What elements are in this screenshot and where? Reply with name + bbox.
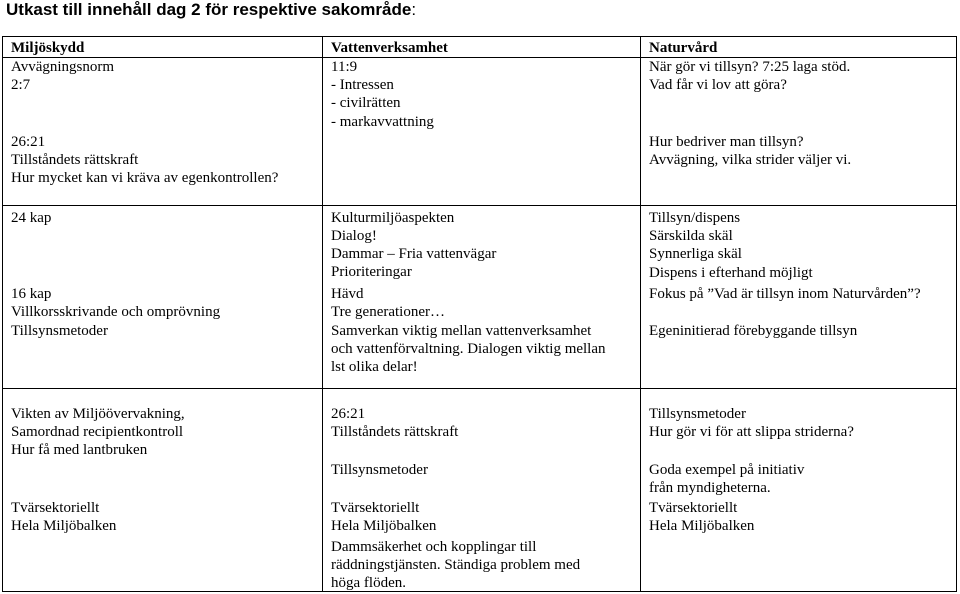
- text-line: Hur gör vi för att slippa striderna?: [649, 424, 854, 441]
- text-line: 24 kap: [11, 210, 52, 226]
- text-line: räddningstjänsten. Ständiga problem med: [331, 557, 581, 574]
- cell-r3-miljoskydd-a: [11, 405, 185, 460]
- text-line: Tillståndets rättskraft: [331, 424, 459, 441]
- cell-r3-vattenverksamhet-a: [331, 405, 458, 441]
- row-divider: [3, 205, 956, 206]
- text-line: Hävd: [331, 286, 364, 302]
- text-line: Tillsyn/dispens: [649, 210, 741, 226]
- text-line: Hur bedriver man tillsyn?: [649, 134, 804, 150]
- text-line: Samordnad recipientkontroll: [11, 424, 184, 441]
- cell-r2-naturvard-b: [649, 285, 921, 303]
- text-line: Goda exempel på initiativ: [649, 462, 805, 478]
- text-line: - civilrätten: [331, 95, 401, 112]
- text-line: 16 kap: [11, 286, 52, 302]
- cell-r2-naturvard-a: [649, 209, 813, 282]
- text-line: Tillsynsmetoder: [11, 323, 108, 339]
- text-line: Hur mycket kan vi kräva av egenkontrollen?: [11, 170, 279, 187]
- column-divider: [640, 37, 641, 591]
- text-line: Hela Miljöbalken: [11, 518, 117, 535]
- cell-r2-vattenverksamhet-a: [331, 209, 454, 227]
- text-line: Hela Miljöbalken: [331, 518, 437, 535]
- cell-r2-vattenverksamhet-b: [331, 227, 496, 282]
- content-table: [2, 36, 957, 592]
- text-line: Tvärsektoriellt: [11, 500, 100, 516]
- text-line: Vad får vi lov att göra?: [649, 77, 787, 94]
- text-line: Hela Miljöbalken: [649, 518, 755, 535]
- column-divider: [322, 37, 323, 591]
- text-line: Samverkan viktig mellan vattenverksamhet: [331, 323, 592, 339]
- row-divider: [3, 388, 956, 389]
- text-line: Dammsäkerhet och kopplingar till: [331, 539, 537, 555]
- text-line: Kulturmiljöaspekten: [331, 210, 455, 226]
- header-vattenverksamhet: Vattenverksamhet: [331, 40, 448, 56]
- page-title: [6, 0, 416, 20]
- text-line: 26:21: [11, 134, 46, 150]
- cell-r3-miljoskydd-b: [11, 499, 116, 535]
- text-line: - markavvattning: [331, 113, 434, 130]
- text-line: Tillståndets rättskraft: [11, 152, 139, 169]
- cell-r1-miljoskydd-b: [11, 133, 278, 188]
- text-line: Dammar – Fria vattenvägar: [331, 246, 497, 263]
- text-line: Tillsynsmetoder: [649, 406, 746, 422]
- cell-r1-naturvard-b: [649, 133, 851, 169]
- cell-r1-naturvard-a: [649, 58, 850, 94]
- text-line: Tvärsektoriellt: [649, 500, 738, 516]
- text-line: från myndigheterna.: [649, 480, 771, 497]
- page-title-text: Utkast till innehåll dag 2 för respektive sakområde: [6, 0, 412, 19]
- text-line: 26:21: [331, 406, 366, 422]
- text-line: Dispens i efterhand möjligt: [649, 264, 813, 281]
- text-line: Särskilda skäl: [649, 228, 733, 245]
- text-line: Villkorsskrivande och omprövning: [11, 304, 221, 321]
- text-line: När gör vi tillsyn? 7:25 laga stöd.: [649, 59, 851, 75]
- text-line: Fokus på ”Vad är tillsyn inom Naturvården”?: [649, 286, 921, 302]
- text-line: Vikten av Miljöövervakning,: [11, 406, 185, 422]
- cell-r1-vattenverksamhet: [331, 58, 434, 131]
- cell-r3-vattenverksamhet-c: [331, 499, 436, 535]
- text-line: Tvärsektoriellt: [331, 500, 420, 516]
- header-naturvard: Naturvård: [649, 40, 718, 56]
- page-title-colon: :: [411, 0, 417, 19]
- text-line: Egeninitierad förebyggande tillsyn: [649, 323, 858, 339]
- text-line: Tillsynsmetoder: [331, 462, 428, 478]
- cell-r2-vattenverksamhet-c: [331, 285, 445, 321]
- text-line: och vattenförvaltning. Dialogen viktig mellan: [331, 341, 606, 358]
- text-line: Tre generationer…: [331, 304, 445, 321]
- cell-r2-naturvard-c: [649, 322, 857, 340]
- cell-r2-miljoskydd-b: [11, 285, 220, 321]
- cell-r3-vattenverksamhet-d: [331, 538, 580, 593]
- text-line: Avvägning, vilka strider väljer vi.: [649, 152, 852, 169]
- text-line: höga flöden.: [331, 575, 406, 592]
- cell-r3-naturvard-a: [649, 405, 854, 441]
- text-line: Synnerliga skäl: [649, 246, 742, 263]
- cell-r3-vattenverksamhet-b: [331, 461, 428, 479]
- cell-r1-miljoskydd-a: [11, 58, 114, 94]
- cell-r3-naturvard-c: [649, 499, 754, 535]
- table-header-row: [3, 37, 956, 58]
- cell-r2-miljoskydd-c: [11, 322, 108, 340]
- text-line: Avvägningsnorm: [11, 59, 115, 75]
- text-line: 11:9: [331, 59, 358, 75]
- text-line: - Intressen: [331, 77, 394, 94]
- cell-r2-miljoskydd-a: [11, 209, 51, 227]
- cell-r3-naturvard-b: [649, 461, 804, 497]
- text-line: Prioriteringar: [331, 264, 412, 281]
- cell-r2-vattenverksamhet-d: [331, 322, 606, 377]
- text-line: Dialog!: [331, 228, 377, 244]
- text-line: Hur få med lantbruken: [11, 442, 148, 459]
- text-line: lst olika delar!: [331, 359, 418, 376]
- text-line: 2:7: [11, 77, 31, 94]
- header-miljoskydd: Miljöskydd: [11, 40, 85, 56]
